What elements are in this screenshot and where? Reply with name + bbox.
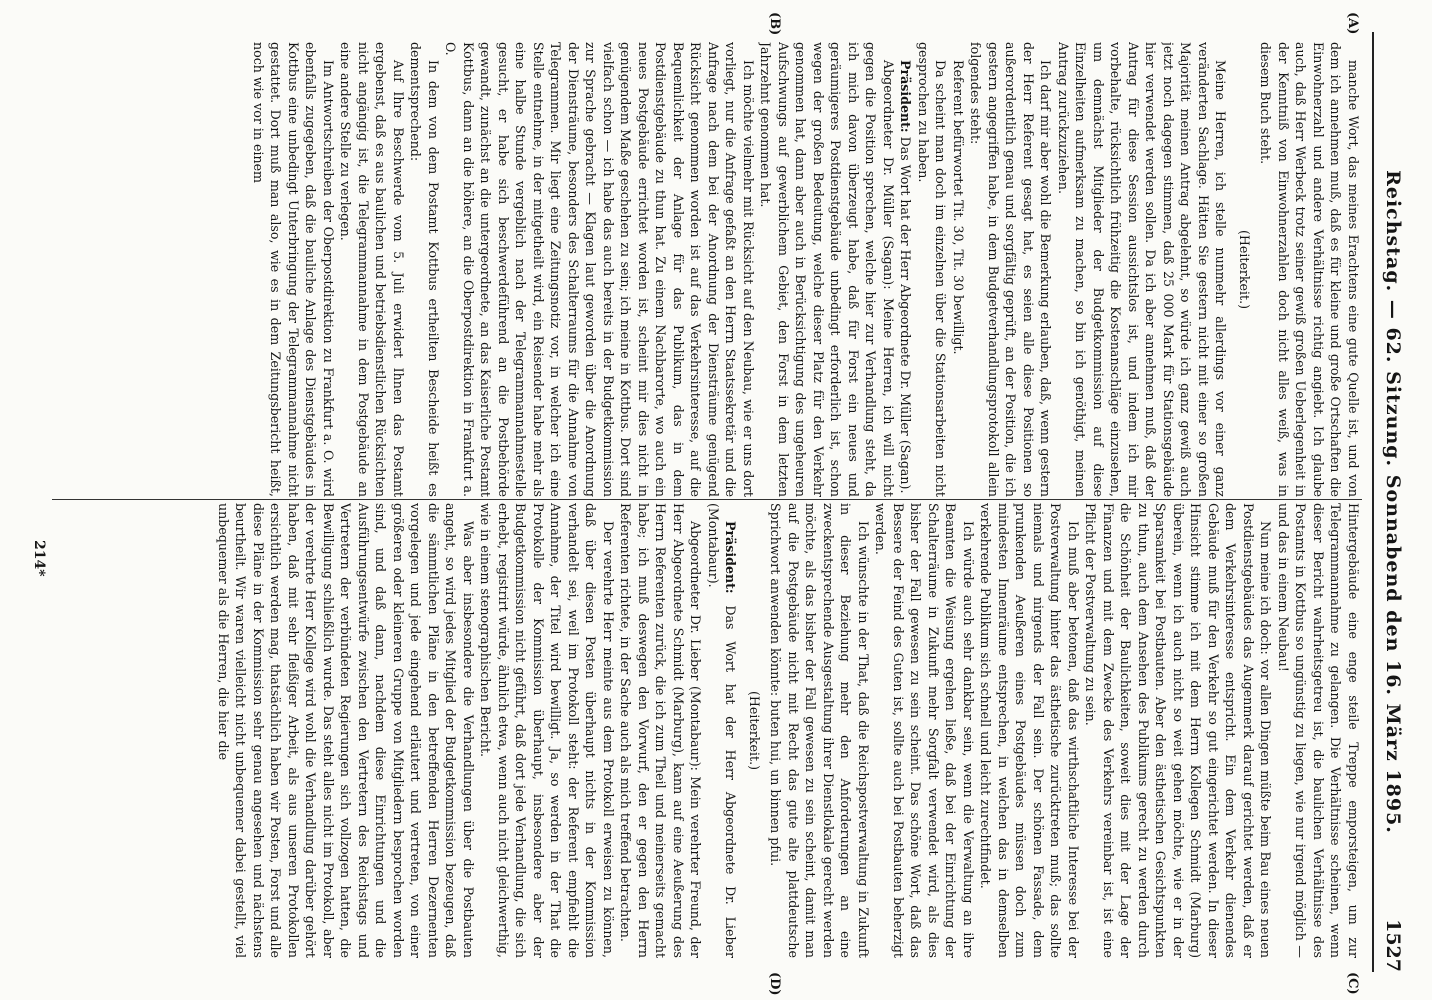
text-paragraph: Meine Herren, ich stelle nunmehr allerdings vor einer ganz veränderten Sachlage. Hätten Sie gestern nicht mit einer so großen Majorität meinen Antrag abgelehnt, so würde ich ganz gewiß auch jetzt noch dagegen stimmen, daß 25 000 Mark für Stationsgebäude hier verwendet werden sollen. Da ich aber annehmen muß, daß der Antrag für diese Session aussichtslos ist, und indem ich mir vorbehalte, rücksichtlich frühzeitig die Kostenanschläge einzusehen, um demnächst Mitglieder der Budgetkommission auf diese Einzelheiten aufmerksam zu machen, so bin ich genöthigt, meinen Antrag zurückzuziehen.: [1056, 42, 1229, 497]
text-paragraph: Ich muß aber betonen, daß das wirthschaftliche Interesse bei der Postverwaltung hinter das ästhetische zurücktreten muß; das sollte niemals und nirgends der Fall sein. Der schönen Fassade, dem prunkenden Aeußeren eines Postgebäudes müssen doch zum mindesten Innenräume entsprechen, in welchen das in demselben verkehrende Publikum sich schnell und leicht zurechtfindet.: [978, 503, 1081, 958]
speaker-paragraph: Präsident: Das Wort hat der Herr Abgeordnete Dr. Lieber (Montabaur).: [706, 503, 739, 958]
speaker-label: Präsident:: [723, 521, 739, 594]
text-paragraph: Ich darf mir aber wohl die Bemerkung erlauben, daß, wenn gestern der Herr Referent gesagt hat, es seien alle diese Positionen so außerordentlich genau und sorgfältig geprüft, an der Position, die ich gestern angegriffen habe, in dem Budgetverhandlungsprotokoll allein folgendes steht:: [968, 42, 1054, 497]
text-paragraph: Abgeordneter Dr. Lieber (Montabaur): Mein verehrter Freund, der Herr Abgeordnete Schmidt (Marburg), kann auf eine Aeußerung des Herrn Referenten zurück, die ich zum Theil und meinerseits gemacht habe; ich muß deswegen den Vorwurf, den er gegen den Herrn Referenten richtete, in der Sache auch als mich treffend betrachten.: [618, 503, 704, 958]
right-text-column: [52, 503, 1362, 958]
column-divider: [52, 499, 1362, 500]
text-paragraph: Ich möchte vielmehr mit Rücksicht auf den Neubau, wie er uns dort vorliegt, nur die Anfrage gefaßt an den Herrn Staatssekretär und die Anfrage nach dem bei der Anordnung der Diensträume genügend Rücksicht genommen worden ist auf das Verkehrsinteresse, auf die Bequemlichkeit der Anlage für das Publikum, das in dem Postdienstgebäude zu thun hat. Zu einem Nachbarorte, wo auch ein neues Postgebäude errichtet worden ist, scheint mir dies nicht in genügendem Maße geschehen zu sein; ich meine in Kottbus. Dort sind vielfach schon — ich habe das auch bereits in der Budgetkommission zur Sprache gebracht — Klagen laut geworden über die Anordnung der Diensträume, besonders des Schalterraums für die Annahme von Telegrammen. Mir liegt eine Zeitungsnotiz vor, in welcher ich eine Stelle entnehme, in der mitgetheilt wird, ein Reisender habe mehr als eine halbe Stunde vergeblich nach der Telegrammannahmestelle gesucht, er habe sich beschwerdeführend an die Postbehörde gewandt, zunächst an die untergeordnete, an das Kaiserliche Postamt Kottbus, dann an die höhere, an die Oberpostdirektion in Frankfurt a. O.: [443, 42, 756, 497]
text-paragraph: Auf Ihre Beschwerde vom 5. Juli erwidert Ihnen das Postamt ergebenst, daß es aus baulichen und betriebsdienstlichen Rücksichten nicht angängig ist, die Telegrammannahme in dem Postgebäude an eine andere Stelle zu verlegen.: [338, 42, 406, 497]
page-header: [1374, 32, 1410, 972]
page-number: 1527: [1382, 919, 1404, 972]
text-paragraph: Im Antwortschreiben der Oberpostdirektion zu Frankfurt a. O. wird ebenfalls zugegeben, daß die bauliche Anlage des Dienstgebäudes in Kottbus eine unbedingt Unterbringung der Telegrammannahme nicht gestattet. Dort muß man also, wie es in dem Zeitungsbericht heißt, noch wie vor in einem: [251, 42, 336, 497]
text-paragraph: Da scheint man doch im einzelnen über die Stationsarbeiten nicht gesprochen zu haben.: [916, 42, 949, 497]
margin-mark-c: (C): [1345, 972, 1360, 995]
left-text-column: [52, 42, 1362, 497]
text-paragraph: In dem von dem Postamt Kottbus ertheilten Bescheide heißt es dementsprechend:: [408, 42, 441, 497]
text-paragraph: Was aber insbesondere die Verhandlungen über die Postbauten angeht, so wird jedes Mitglied der Budgetkommission bezeugen, daß die sämmtlichen Pläne in den betreffenden Herren Dezernenten vorgelegen und jede eingehend erläutert und vertreten, von einer größeren oder kleineren Gruppe von Mitgliedern besprochen worden sind, und daß dann, nachdem diese Einrichtungen und die Ausführungsentwürfe zwischen den Vertretern des Reichstags und Vertretern der verbündeten Regierungen sich vollzogen hatten, die Bewilligung schließlich wurde. Das steht alles nicht im Protokoll, aber der verehrte Herr Kollege wird wohl die Verhandlung darüber gehört haben, daß mit sehr fleißiger Arbeit, als aus unseren Protokollen ersichtlich werden mag, thatsächlich haben wir Posten, Forst und alle diese Pläne in der Kommission sehr genau angesehen und nächstens beurtheilt. Wir waren vielleicht nicht unbequemer dabei gestellt, viel unbequemer als die Herren, die hier die: [216, 503, 476, 958]
page-title: Reichstag. — 62. Sitzung. Sonnabend den 16. März 1895.: [1382, 170, 1404, 834]
text-paragraph: Referent befürwortet Tit. 30, Tit. 30 bewilligt.: [951, 60, 966, 355]
text-paragraph: Der verehrte Herr meinte aus dem Protokoll erweisen zu können, daß über diesen Posten überhaupt nichts in der Kommission verhandelt sei, weil im Protokoll steht: der Referent empfiehlt die Annahme, der Titel wird bewilligt. Ja, so werden in der That die Protokolle der Kommission überhaupt, insbesondere aber der Budgetkommission nicht geführt, daß dort jede Verhandlung, die sich erhebt, registrirt würde, ähnlich etwa, wenn auch nicht gleichwerthig, wie in einem stenographischen Bericht.: [478, 503, 616, 958]
text-paragraph: manche Wort, das meines Erachtens eine gute Quelle ist, und von dem ich annehmen muß, daß es für kleine und große Ortschaften die Einwohnerzahl und andere Verhältnisse richtig angiebt. Ich glaube auch, daß Herr Werbeck trotz seiner gewiß großen Ueberlegenheit in der Kenntniß von Einwohnerzahlen doch nicht alles weiß, was in diesem Buch steht.: [1258, 42, 1361, 497]
speaker-label: Präsident:: [898, 60, 914, 133]
text-paragraph: Abgeordneter Dr. Müller (Sagan): Meine Herren, ich will nicht gegen die Position sprechen, welche hier zur Verhandlung steht, da ich mich davon überzeugt habe, daß für Forst ein neues und geräumigeres Postdienstgebäude unbedingt erforderlich ist, schon wegen der großen Bedeutung, welche dieser Platz für den Verkehr genommen hat, dann aber auch in Berücksichtigung des ungeheuren Aufschwungs auf gewerblichem Gebiet, den Forst in dem letzten Jahrzehnt genommen hat.: [758, 42, 896, 497]
text-paragraph: Nun meine ich doch: vor allen Dingen müßte beim Bau eines neuen Postdienstgebäudes das Augenmerk darauf gerichtet werden, daß er dem Verkehrsinteresse entspricht. Ein dem Verkehr dienendes Gebäude muß für den Verkehr so gut eingerichtet werden. In dieser Hinsicht stimme ich mit dem Herrn Kollegen Schmidt (Marburg) überein, wenn ich auch nicht so weit gehen möchte, wie er in der Sparsamkeit bei Postbauten. Aber den ästhetischen Gesichtspunkten zu thun, auch dem Ansehen des Publikums gerecht zu werden durch die Schönheit der Baulichkeiten, soweit dies mit der Lage der Finanzen und mit dem Zwecke des Verkehrs vereinbar ist, ist eine Pflicht der Postverwaltung zu sein.: [1083, 503, 1274, 958]
stage-direction: (Heiterkeit.): [1237, 230, 1252, 309]
margin-mark-a: (A): [1345, 12, 1360, 35]
header-rule: [1372, 32, 1374, 972]
margin-mark-b: (B): [767, 12, 782, 36]
text-paragraph: Hintergebäude eine enge steile Treppe emporsteigen, um zur Telegrammannahme zu gelangen. Die Verhältnisse scheinen, wenn dieser Bericht wahrheitsgetreu ist, die baulichen Verhältnisse des Postamts in Kottbus so ungünstig zu liegen, wie nur irgend möglich — und das in einem Neubau!: [1276, 503, 1361, 958]
text-paragraph: Ich würde auch sehr dankbar sein, wenn die Verwaltung an ihre Beamten die Weisung ergehen ließe, daß bei der Einrichtung der Schalterräume in Zukunft mehr Sorgfalt verwendet wird, als dies bisher der Fall gewesen zu sein scheint. Das schöne Wort, daß das Bessere der Feind des Guten ist, sollte auch bei Postbauten beherzigt werden.: [873, 503, 976, 958]
stage-direction: (Heiterkeit.): [747, 691, 762, 770]
margin-mark-d: (D): [767, 972, 782, 996]
page-signature: 214*: [31, 540, 47, 577]
speaker-paragraph: Präsident: Das Wort hat der Herr Abgeordnete Dr. Müller (Sagan).: [898, 60, 914, 494]
text-paragraph: Ich wünschte in der That, daß die Reichspostverwaltung in Zukunft in dieser Beziehung mehr den Anforderungen an eine zweckentsprechende Ausgestaltung ihrer Dienstlokale gerecht werden möchte, als das bisher der Fall gewesen zu sein scheint, damit man auf die Postgebäude nicht mit Recht das gute alte plattdeutsche Sprichwort anwenden könnte: buten hui, un binnen pfui.: [768, 503, 871, 958]
